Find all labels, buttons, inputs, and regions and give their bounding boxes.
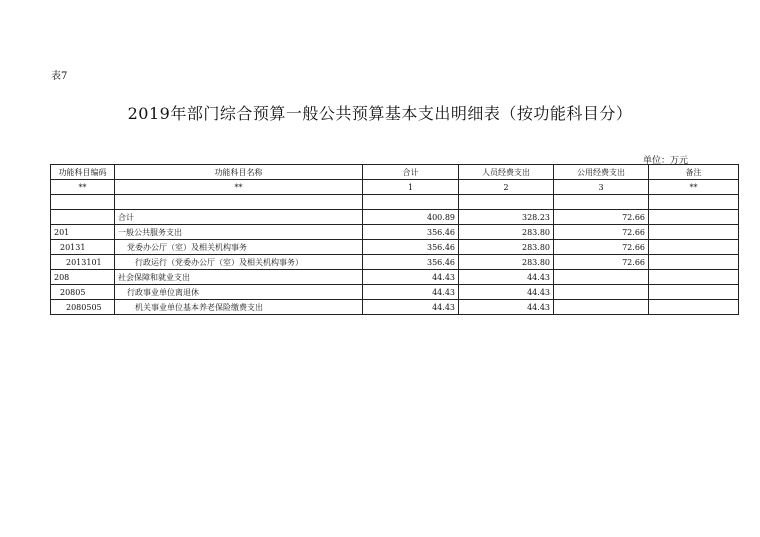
table-row [51,210,739,225]
total-cell: 44.43 [363,270,459,285]
name-cell: 行政运行（党委办公厅（室）及相关机构事务） [115,255,363,270]
index-cell: ** [649,180,739,195]
name-cell: 社会保障和就业支出 [115,270,363,285]
personnel-cell: 44.43 [459,285,554,300]
note-cell [649,225,739,240]
personnel-cell: 283.80 [459,225,554,240]
index-cell: ** [51,180,115,195]
personnel-cell: 328.23 [459,210,554,225]
header-name: 功能科目名称 [115,165,363,180]
unit-label: 单位：万元 [642,156,688,166]
header-code: 功能科目编码 [51,165,115,180]
name-cell: 一般公共服务支出 [115,225,363,240]
document-title: 2019年部门综合预算一般公共预算基本支出明细表（按功能科目分） [127,104,633,123]
index-cell: 2 [459,180,554,195]
header-public: 公用经费支出 [554,165,649,180]
header-personnel: 人员经费支出 [459,165,554,180]
header-row [51,165,739,180]
budget-table [50,164,739,315]
code-cell: 20131 [51,240,115,255]
header-total: 合计 [363,165,459,180]
name-cell: 合计 [115,210,363,225]
empty-cell [363,195,459,210]
note-cell [649,240,739,255]
public-cell: 72.66 [554,210,649,225]
table-row [51,270,739,285]
code-cell: 201 [51,225,115,240]
total-cell: 356.46 [363,255,459,270]
name-cell: 行政事业单位离退休 [115,285,363,300]
total-cell: 44.43 [363,300,459,315]
code-cell: 2080505 [51,300,115,315]
total-cell: 356.46 [363,225,459,240]
personnel-cell: 44.43 [459,300,554,315]
name-cell: 党委办公厅（室）及相关机构事务 [115,240,363,255]
index-cell: 1 [363,180,459,195]
empty-cell [115,195,363,210]
empty-cell [51,195,115,210]
index-row [51,180,739,195]
empty-cell [554,195,649,210]
code-cell [51,210,115,225]
public-cell [554,300,649,315]
public-cell: 72.66 [554,255,649,270]
table-number: 表7 [51,71,68,82]
code-cell: 2013101 [51,255,115,270]
code-cell: 20805 [51,285,115,300]
personnel-cell: 44.43 [459,270,554,285]
spacer-row [51,195,739,210]
index-cell: 3 [554,180,649,195]
table-row [51,255,739,270]
name-cell: 机关事业单位基本养老保险缴费支出 [115,300,363,315]
table-row [51,225,739,240]
note-cell [649,285,739,300]
table-row [51,240,739,255]
note-cell [649,270,739,285]
total-cell: 356.46 [363,240,459,255]
note-cell [649,255,739,270]
empty-cell [649,195,739,210]
note-cell [649,210,739,225]
table-row [51,285,739,300]
public-cell: 72.66 [554,225,649,240]
personnel-cell: 283.80 [459,255,554,270]
empty-cell [459,195,554,210]
personnel-cell: 283.80 [459,240,554,255]
total-cell: 400.89 [363,210,459,225]
index-cell: ** [115,180,363,195]
table-row [51,300,739,315]
public-cell [554,270,649,285]
public-cell: 72.66 [554,240,649,255]
header-note: 备注 [649,165,739,180]
public-cell [554,285,649,300]
total-cell: 44.43 [363,285,459,300]
code-cell: 208 [51,270,115,285]
note-cell [649,300,739,315]
